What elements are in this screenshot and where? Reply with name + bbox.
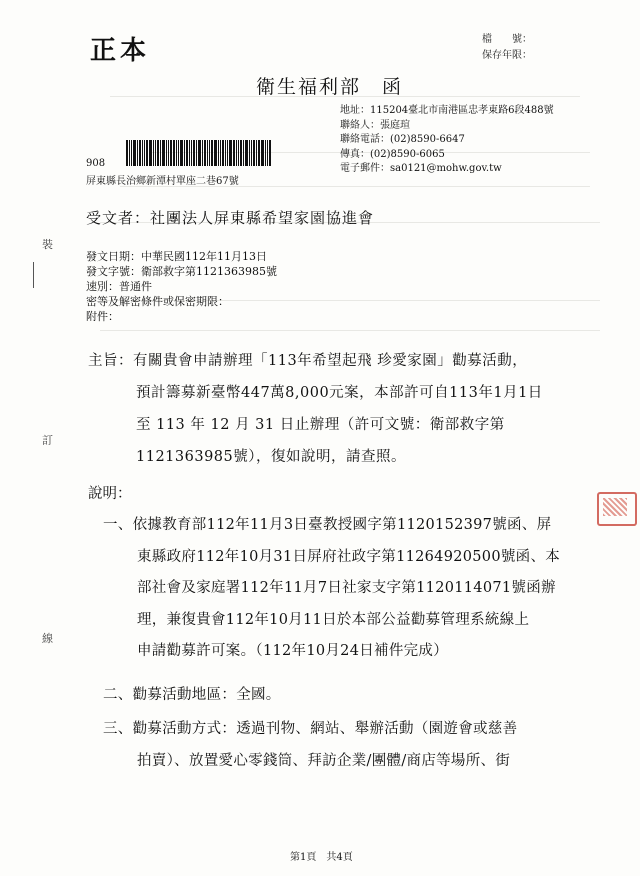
barcode-bar (261, 140, 264, 166)
binding-mark-bottom: 線 (42, 632, 53, 645)
barcode-bar (265, 140, 266, 166)
document-title: 衛生福利部 函 (256, 76, 404, 98)
barcode-bar (202, 140, 203, 166)
item-line: 部社會及家庭署112年11月7日社家支字第1120114071號函辦 (137, 580, 556, 596)
item-line: 拍賣）、放置愛心零錢筒、拜訪企業/團體/商店等場所、街 (137, 752, 511, 769)
delivery-speed: 速別：普通件 (86, 280, 152, 293)
barcode-bar (170, 140, 172, 166)
postcode: 908 (86, 158, 106, 169)
barcode-bar (207, 140, 208, 166)
barcode-bar (256, 140, 257, 166)
barcode-bar (189, 140, 190, 166)
subject-paragraph (88, 345, 543, 473)
barcode-bar (258, 140, 260, 166)
barcode-bar (184, 140, 185, 166)
binding-mark-middle: 訂 (42, 434, 53, 447)
page-number: 第1頁 共4頁 (290, 852, 353, 863)
dispatch-date: 發文日期：中華民國112年11月13日 (86, 250, 267, 263)
barcode-bar (131, 140, 132, 166)
binding-mark-top: 裝 (42, 238, 53, 251)
barcode-bar (146, 140, 148, 166)
contact-address: 地址：115204臺北市南港區忠孝東路6段488號 (340, 105, 554, 116)
barcode-bar (176, 140, 177, 166)
barcode-bar (133, 140, 136, 166)
barcode-bar (142, 140, 143, 166)
barcode-bar (269, 140, 271, 166)
contact-email: 電子郵件：sa0121@mohw.gov.tw (340, 163, 502, 174)
attachment: 附件： (86, 310, 119, 323)
barcode-bar (155, 140, 156, 166)
red-seal-texture (603, 498, 627, 516)
barcode-bar (180, 140, 183, 166)
subject-line: 主旨：有關貴會申請辦理「113年希望起飛 珍愛家園」勸募活動， (88, 353, 528, 369)
barcode-bar (178, 140, 179, 166)
barcode-bar (153, 140, 154, 166)
subject-line: 至 113 年 12 月 31 日止辦理（許可文號：衛部救字第 (136, 417, 505, 433)
explanation-item-1 (103, 510, 560, 668)
barcode-bar (126, 140, 128, 166)
retention-label: 保存年限： (482, 50, 532, 61)
barcode-bar (243, 140, 244, 166)
barcode-bar (149, 140, 152, 166)
barcode-bar (225, 140, 226, 166)
barcode-bar (137, 140, 138, 166)
explanation-item-3 (103, 714, 517, 777)
barcode-bar (173, 140, 175, 166)
barcode-bar (168, 140, 169, 166)
barcode-bar (186, 140, 188, 166)
barcode-bar (218, 140, 219, 166)
explanation-label: 說明： (88, 486, 132, 502)
dispatch-number: 發文字號：衛部救字第1121363985號 (86, 265, 277, 278)
barcode-bar (211, 140, 213, 166)
barcode-bar (245, 140, 248, 166)
barcode-bar (214, 140, 217, 166)
item-line: 一、依據教育部112年11月3日臺教授國字第1120152397號函、屏 (103, 517, 552, 533)
barcode-bar (227, 140, 228, 166)
barcode-bar (139, 140, 141, 166)
archive-number-label: 檔 號： (482, 34, 532, 45)
barcode-bar (249, 140, 250, 166)
security-level: 密等及解密條件或保密期限： (86, 295, 229, 308)
barcode-bar (166, 140, 167, 166)
item-line: 申請勸募許可案。（112年10月24日補件完成） (137, 643, 449, 659)
subject-line: 預計籌募新臺幣447萬8,000元案，本部許可自113年1月1日 (136, 385, 543, 401)
barcode-bar (144, 140, 145, 166)
copy-mark: 正本 (90, 36, 151, 66)
barcode-bar (238, 140, 239, 166)
contact-person: 聯絡人：張庭瑄 (340, 119, 410, 131)
barcode-bar (204, 140, 206, 166)
barcode-bar (160, 140, 161, 166)
barcode-bar (191, 140, 192, 166)
item-line: 理，兼復貴會112年10月11日於本部公益勸募管理系統線上 (137, 611, 530, 628)
barcode-bar (222, 140, 224, 166)
barcode-bar (251, 140, 252, 166)
dispatch-meta (86, 249, 277, 324)
binding-tick (33, 262, 34, 288)
barcode-bar (253, 140, 255, 166)
barcode-bar (209, 140, 210, 166)
barcode-bar (129, 140, 130, 166)
barcode-bar (240, 140, 242, 166)
archive-info (482, 32, 532, 64)
explanation-item-2 (103, 680, 281, 712)
barcode-bar (220, 140, 221, 166)
barcode-bar (162, 140, 165, 166)
subject-line: 1121363985號），復如說明，請查照。 (136, 449, 407, 465)
barcode-bar (196, 140, 197, 166)
contact-phone: 聯絡電話：(02)8590-6647 (340, 134, 465, 145)
barcode-bar (236, 140, 237, 166)
barcode-bar (198, 140, 201, 166)
item-line: 二、勸募活動地區：全國。 (103, 687, 281, 703)
barcode-bar (267, 140, 268, 166)
item-line: 三、勸募活動方式：透過刊物、網站、舉辦活動（園遊會或慈善 (103, 721, 518, 737)
contact-fax: 傳真：(02)8590-6065 (340, 148, 445, 160)
barcode-bar (193, 140, 195, 166)
barcode (126, 140, 274, 166)
recipient-line: 受文者：社團法人屏東縣希望家園協進會 (86, 209, 375, 227)
barcode-bar (157, 140, 159, 166)
show-through-line (100, 330, 600, 331)
barcode-bar (229, 140, 232, 166)
item-line: 東縣政府112年10月31日屏府社政字第11264920500號函、本 (137, 548, 561, 565)
contact-block (340, 104, 554, 177)
recipient-address: 屏東縣長治鄉新潭村單座二巷67號 (86, 176, 239, 187)
barcode-bar (233, 140, 235, 166)
